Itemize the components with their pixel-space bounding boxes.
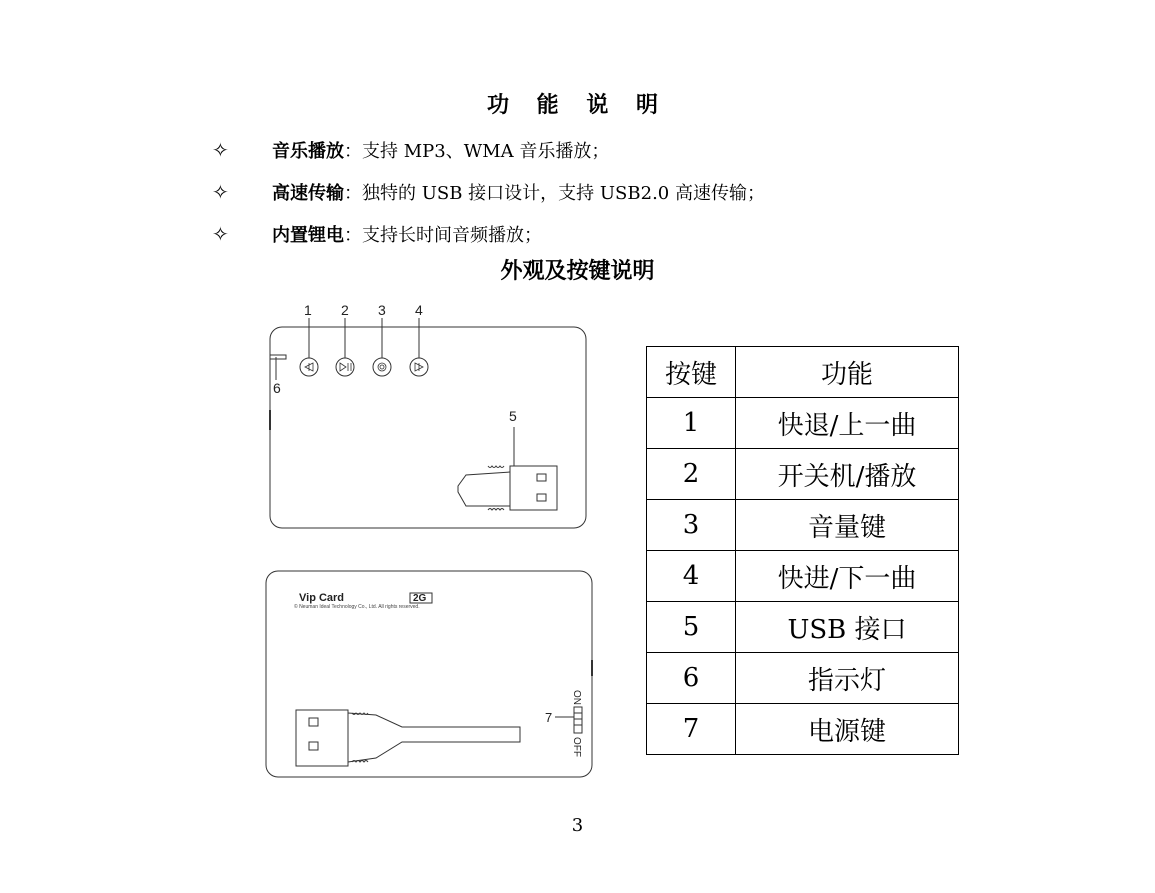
table-cell: 6 <box>647 653 736 704</box>
table-row <box>647 500 959 551</box>
power-switch-icon <box>574 707 582 733</box>
brand-text: Vip Card <box>299 592 345 604</box>
table-cell: 开关机/播放 <box>736 449 959 500</box>
label-4: 4 <box>415 302 423 318</box>
label-7: 7 <box>545 710 553 725</box>
copyright-text: © Neuman Ideal Technology Co., Ltd. All rights reserved. <box>294 604 420 610</box>
label-6: 6 <box>273 380 281 396</box>
table-cell: 3 <box>647 500 736 551</box>
usb-connector-icon <box>510 466 557 510</box>
table-header-row <box>647 347 959 398</box>
switch-off-text: OFF <box>571 737 582 757</box>
feature-separator: ： <box>344 141 362 162</box>
label-3: 3 <box>378 302 386 318</box>
feature-text: 支持 MP3、WMA 音乐播放； <box>362 141 610 162</box>
table-cell: 1 <box>647 398 736 449</box>
table-header-cell: 按键 <box>647 347 736 398</box>
label-2: 2 <box>341 302 349 318</box>
card-front <box>270 327 586 528</box>
table-header-cell: 功能 <box>736 347 959 398</box>
table-cell: 4 <box>647 551 736 602</box>
table-row <box>647 653 959 704</box>
feature-text: 支持长时间音频播放； <box>362 225 542 246</box>
label-5: 5 <box>509 408 517 424</box>
feature-term: 内置锂电 <box>272 225 344 246</box>
sparkle-icon: ✧ <box>212 180 229 204</box>
table-row <box>647 398 959 449</box>
page-number: 3 <box>571 815 584 836</box>
table-cell: 2 <box>647 449 736 500</box>
sparkle-icon: ✧ <box>212 222 229 246</box>
table-row <box>647 602 959 653</box>
subtitle: 外观及按键说明 <box>500 259 655 284</box>
feature-separator: ： <box>344 183 362 204</box>
key-function-table <box>646 346 959 755</box>
label-1: 1 <box>304 302 312 318</box>
capacity-text: 2G <box>413 593 427 604</box>
table-cell: 电源键 <box>736 704 959 755</box>
table-row <box>647 551 959 602</box>
feature-text: 独特的 USB 接口设计，支持 USB2.0 高速传输； <box>362 183 765 204</box>
table-cell: 7 <box>647 704 736 755</box>
section-title: 功 能 说 明 <box>487 93 668 118</box>
table-cell: 快退/上一曲 <box>736 398 959 449</box>
table-row <box>647 704 959 755</box>
usb-plug-icon <box>296 710 348 766</box>
sparkle-icon: ✧ <box>212 138 229 162</box>
volume-button-icon <box>373 358 391 376</box>
table-cell: 指示灯 <box>736 653 959 704</box>
table-cell: 快进/下一曲 <box>736 551 959 602</box>
feature-term: 音乐播放 <box>272 141 344 162</box>
table-cell: 5 <box>647 602 736 653</box>
table-cell: 音量键 <box>736 500 959 551</box>
feature-term: 高速传输 <box>272 183 344 204</box>
table-row <box>647 449 959 500</box>
switch-on-text: ON <box>571 690 582 705</box>
feature-separator: ： <box>344 225 362 246</box>
table-cell: USB 接口 <box>736 602 959 653</box>
